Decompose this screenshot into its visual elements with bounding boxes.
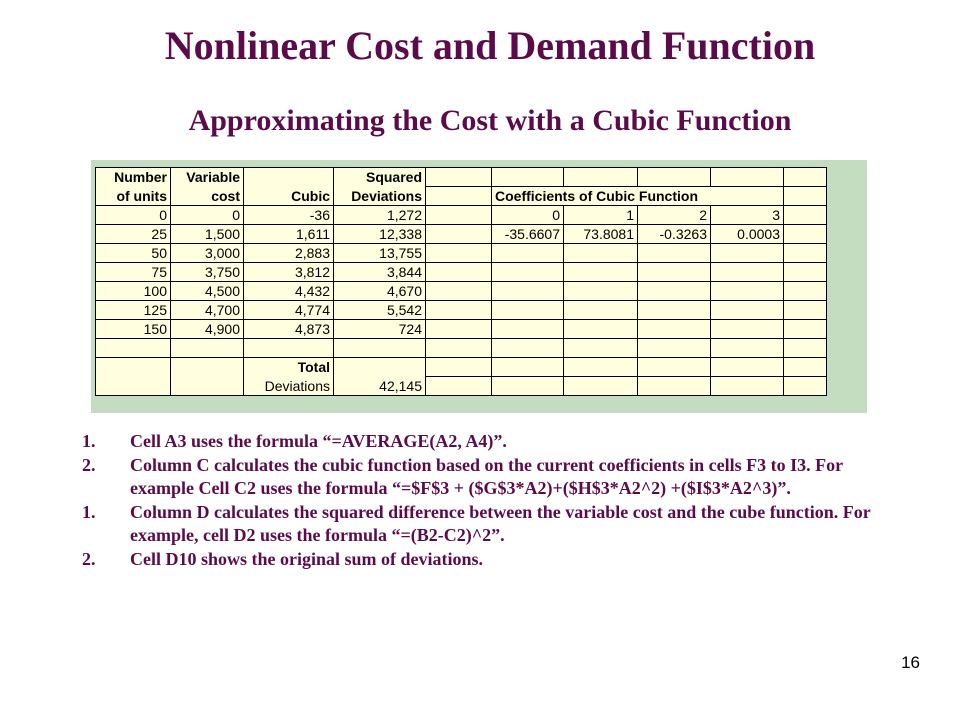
header-cell: Deviations bbox=[334, 187, 426, 206]
empty-cell bbox=[426, 377, 492, 396]
empty-cell bbox=[334, 339, 426, 358]
empty-cell bbox=[492, 244, 564, 263]
empty-cell bbox=[334, 358, 426, 377]
empty-cell bbox=[784, 339, 827, 358]
empty-cell bbox=[711, 339, 784, 358]
data-cell: 0 bbox=[96, 206, 171, 225]
list-item bbox=[82, 454, 902, 501]
data-cell: 3,844 bbox=[334, 263, 426, 282]
empty-cell bbox=[711, 263, 784, 282]
data-cell: 0 bbox=[171, 206, 244, 225]
empty-cell bbox=[711, 301, 784, 320]
note-text: Column D calculates the squared difference between the variable cost and the cube function. For example, cell D2 uses the formula “=(B2-C2)^2”. bbox=[130, 501, 871, 545]
data-cell: 150 bbox=[96, 320, 171, 339]
data-cell: 4,774 bbox=[244, 301, 334, 320]
empty-cell bbox=[96, 358, 171, 377]
coef-index-cell: 2 bbox=[638, 206, 711, 225]
empty-cell bbox=[638, 301, 711, 320]
data-cell: 5,542 bbox=[334, 301, 426, 320]
data-cell: 50 bbox=[96, 244, 171, 263]
data-cell: 4,500 bbox=[171, 282, 244, 301]
empty-cell bbox=[711, 244, 784, 263]
slide-subtitle: Approximating the Cost with a Cubic Function bbox=[188, 104, 792, 137]
total-label: Total bbox=[244, 358, 334, 377]
total-row-2 bbox=[96, 377, 827, 396]
empty-cell bbox=[171, 358, 244, 377]
empty-cell bbox=[784, 244, 827, 263]
empty-cell bbox=[564, 168, 638, 187]
data-cell: 2,883 bbox=[244, 244, 334, 263]
notes-list bbox=[82, 430, 902, 571]
data-cell: 75 bbox=[96, 263, 171, 282]
data-cell: 4,873 bbox=[244, 320, 334, 339]
empty-cell bbox=[426, 206, 492, 225]
note-text: Cell A3 uses the formula “=AVERAGE(A2, A4)”. bbox=[130, 431, 507, 451]
empty-cell bbox=[426, 320, 492, 339]
empty-cell bbox=[96, 377, 171, 396]
data-cell: -36 bbox=[244, 206, 334, 225]
empty-cell bbox=[492, 339, 564, 358]
note-number: 2. bbox=[82, 454, 96, 475]
data-cell: 1,272 bbox=[334, 206, 426, 225]
spreadsheet-image bbox=[91, 160, 867, 413]
coef-value-cell: 0.0003 bbox=[711, 225, 784, 244]
empty-cell bbox=[426, 244, 492, 263]
table-row bbox=[96, 339, 827, 358]
empty-cell bbox=[638, 377, 711, 396]
empty-cell bbox=[171, 377, 244, 396]
empty-cell bbox=[492, 282, 564, 301]
note-number: 2. bbox=[82, 548, 96, 569]
table-row bbox=[96, 244, 827, 263]
empty-cell bbox=[638, 358, 711, 377]
empty-cell bbox=[784, 187, 827, 206]
empty-cell bbox=[784, 320, 827, 339]
empty-cell bbox=[492, 168, 564, 187]
list-item bbox=[82, 548, 902, 572]
data-cell: 13,755 bbox=[334, 244, 426, 263]
data-cell: 724 bbox=[334, 320, 426, 339]
list-item bbox=[82, 501, 902, 548]
header-cell: of units bbox=[96, 187, 171, 206]
coef-value-cell: -0.3263 bbox=[638, 225, 711, 244]
header-cell: cost bbox=[171, 187, 244, 206]
data-cell: 125 bbox=[96, 301, 171, 320]
empty-cell bbox=[426, 358, 492, 377]
spreadsheet-table bbox=[95, 167, 827, 396]
empty-cell bbox=[638, 282, 711, 301]
empty-cell bbox=[784, 358, 827, 377]
data-cell: 3,812 bbox=[244, 263, 334, 282]
table-row bbox=[96, 263, 827, 282]
page-number: 16 bbox=[901, 653, 920, 672]
coef-index-cell: 0 bbox=[492, 206, 564, 225]
empty-cell bbox=[564, 244, 638, 263]
empty-cell bbox=[638, 168, 711, 187]
note-number: 1. bbox=[82, 501, 96, 522]
empty-cell bbox=[638, 244, 711, 263]
empty-cell bbox=[711, 168, 784, 187]
empty-cell bbox=[564, 339, 638, 358]
slide-title: Nonlinear Cost and Demand Function bbox=[164, 23, 816, 68]
empty-cell bbox=[638, 339, 711, 358]
coefficients-title: Coefficients of Cubic Function bbox=[492, 187, 784, 206]
empty-cell bbox=[426, 282, 492, 301]
empty-cell bbox=[784, 168, 827, 187]
data-cell: 100 bbox=[96, 282, 171, 301]
empty-cell bbox=[784, 301, 827, 320]
empty-cell bbox=[492, 377, 564, 396]
total-label: Deviations bbox=[244, 377, 334, 396]
header-cell: Variable bbox=[171, 168, 244, 187]
empty-cell bbox=[564, 320, 638, 339]
empty-cell bbox=[426, 263, 492, 282]
header-cell: Cubic bbox=[244, 187, 334, 206]
coef-value-cell: -35.6607 bbox=[492, 225, 564, 244]
empty-cell bbox=[96, 339, 171, 358]
data-cell: 25 bbox=[96, 225, 171, 244]
empty-cell bbox=[784, 206, 827, 225]
data-cell: 4,700 bbox=[171, 301, 244, 320]
header-row-1 bbox=[96, 168, 827, 187]
data-cell: 3,750 bbox=[171, 263, 244, 282]
data-cell: 1,500 bbox=[171, 225, 244, 244]
data-cell: 1,611 bbox=[244, 225, 334, 244]
data-cell: 3,000 bbox=[171, 244, 244, 263]
empty-cell bbox=[171, 339, 244, 358]
empty-cell bbox=[426, 225, 492, 244]
coef-index-cell: 3 bbox=[711, 206, 784, 225]
coef-index-cell: 1 bbox=[564, 206, 638, 225]
note-number: 1. bbox=[82, 431, 96, 451]
data-cell: 4,432 bbox=[244, 282, 334, 301]
empty-cell bbox=[564, 282, 638, 301]
total-value: 42,145 bbox=[334, 377, 426, 396]
empty-cell bbox=[564, 263, 638, 282]
list-item bbox=[82, 430, 902, 454]
empty-cell bbox=[564, 358, 638, 377]
total-row-1 bbox=[96, 358, 827, 377]
table-row bbox=[96, 320, 827, 339]
empty-cell bbox=[244, 339, 334, 358]
empty-cell bbox=[711, 282, 784, 301]
table-row bbox=[96, 206, 827, 225]
table-row bbox=[96, 225, 827, 244]
empty-cell bbox=[784, 377, 827, 396]
empty-cell bbox=[492, 301, 564, 320]
empty-cell bbox=[784, 263, 827, 282]
empty-cell bbox=[426, 168, 492, 187]
empty-cell bbox=[711, 377, 784, 396]
table-row bbox=[96, 301, 827, 320]
empty-cell bbox=[492, 263, 564, 282]
empty-cell bbox=[711, 358, 784, 377]
empty-cell bbox=[492, 320, 564, 339]
coef-value-cell: 73.8081 bbox=[564, 225, 638, 244]
header-row-2 bbox=[96, 187, 827, 206]
empty-cell bbox=[638, 320, 711, 339]
empty-cell bbox=[492, 358, 564, 377]
empty-cell bbox=[638, 263, 711, 282]
empty-cell bbox=[564, 377, 638, 396]
data-cell: 12,338 bbox=[334, 225, 426, 244]
empty-cell bbox=[784, 282, 827, 301]
empty-cell bbox=[426, 301, 492, 320]
header-cell bbox=[244, 168, 334, 187]
note-text: Column C calculates the cubic function based on the current coefficients in cells F3 to I3. For example Cell C2 uses the formula “=$F$3 + ($G$3*A2)+($H$3*A2^2) +($I$3*A2^3)”. bbox=[130, 454, 843, 498]
data-cell: 4,670 bbox=[334, 282, 426, 301]
note-text: Cell D10 shows the original sum of deviations. bbox=[130, 548, 484, 569]
empty-cell bbox=[784, 225, 827, 244]
table-row bbox=[96, 282, 827, 301]
header-cell: Squared bbox=[334, 168, 426, 187]
header-cell: Number bbox=[96, 168, 171, 187]
empty-cell bbox=[711, 320, 784, 339]
empty-cell bbox=[426, 339, 492, 358]
empty-cell bbox=[564, 301, 638, 320]
data-cell: 4,900 bbox=[171, 320, 244, 339]
empty-cell bbox=[426, 187, 492, 206]
